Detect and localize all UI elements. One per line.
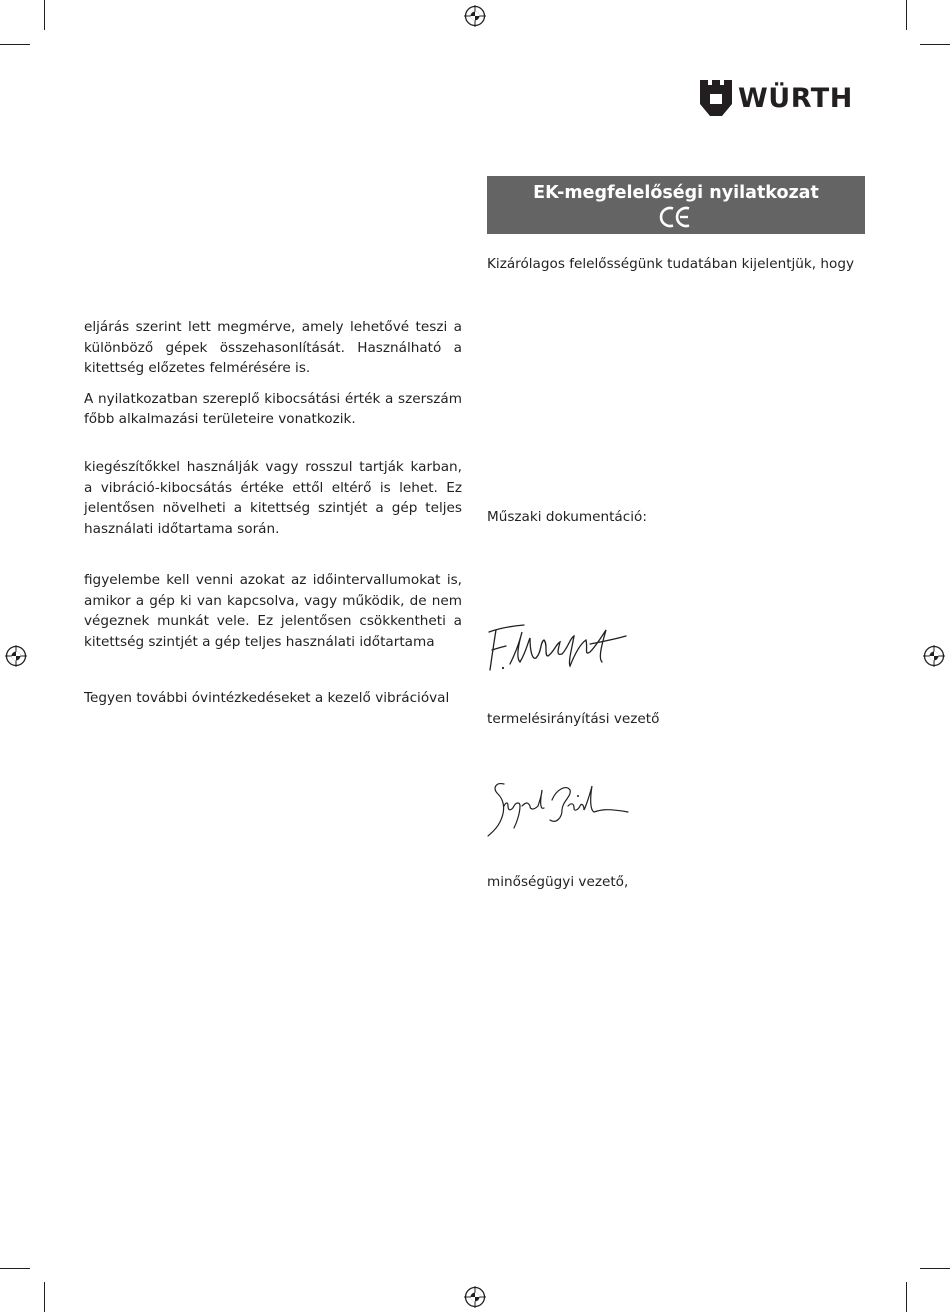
paragraph: A nyilatkozatban szereplő kibocsátási érték a szerszám főbb alkalmazási területeire vonatkozik. xyxy=(84,390,462,427)
crop-mark-icon xyxy=(906,0,907,30)
paragraph: figyelembe kell venni azokat az időintervallumokat is, amikor a gép ki van kapcsolva, vagy működik, de nem végeznek munkát vele. Ez jelentősen csökkentheti a kitettség szintjét a gép teljes használati időtartama xyxy=(84,572,462,650)
vibration-text-block-1 xyxy=(84,317,462,430)
declaration-header xyxy=(487,176,865,234)
tech-doc-label: Műszaki dokumentáció: xyxy=(487,509,647,525)
vibration-text-block-3 xyxy=(84,570,462,652)
paragraph: eljárás szerint lett megmérve, amely lehetővé teszi a különböző gépek összehasonlítását. Használható a kitettség előzetes felmérésére is. xyxy=(84,319,462,376)
brand-logo xyxy=(700,80,868,118)
signer-1-role: termelésirányítási vezető xyxy=(487,711,660,727)
paragraph: Tegyen további óvintézkedéseket a kezelő vibrációval xyxy=(84,690,450,706)
crop-mark-icon xyxy=(44,1282,45,1312)
ce-mark-icon xyxy=(658,205,694,229)
registration-target-icon xyxy=(923,645,945,667)
crop-mark-icon xyxy=(906,1282,907,1312)
crop-mark-icon xyxy=(920,44,950,45)
vibration-text-block-4 xyxy=(84,688,462,709)
crop-mark-icon xyxy=(0,44,30,45)
registration-target-icon xyxy=(464,5,486,27)
paragraph: kiegészítőkkel használják vagy rosszul tartják karban, a vibráció-kibocsátás értéke ettől eltérő is lehet. Ez jelentősen növelheti a kitettség szintjét a gép teljes használati időtartama során. xyxy=(84,459,462,537)
registration-target-icon xyxy=(464,1286,486,1308)
crop-mark-icon xyxy=(0,1268,30,1269)
vibration-text-block-2 xyxy=(84,457,462,539)
registration-target-icon xyxy=(5,645,27,667)
crop-mark-icon xyxy=(920,1268,950,1269)
declaration-title: EK-megfelelőségi nyilatkozat xyxy=(533,183,819,203)
signature-2 xyxy=(486,776,632,840)
signature-1 xyxy=(486,622,636,674)
crop-mark-icon xyxy=(44,0,45,30)
brand-name: WÜRTH xyxy=(738,83,853,114)
signer-2-role: minőségügyi vezető, xyxy=(487,874,629,890)
declaration-intro: Kizárólagos felelősségünk tudatában kijelentjük, hogy xyxy=(487,256,855,272)
wurth-castle-icon xyxy=(700,80,732,116)
